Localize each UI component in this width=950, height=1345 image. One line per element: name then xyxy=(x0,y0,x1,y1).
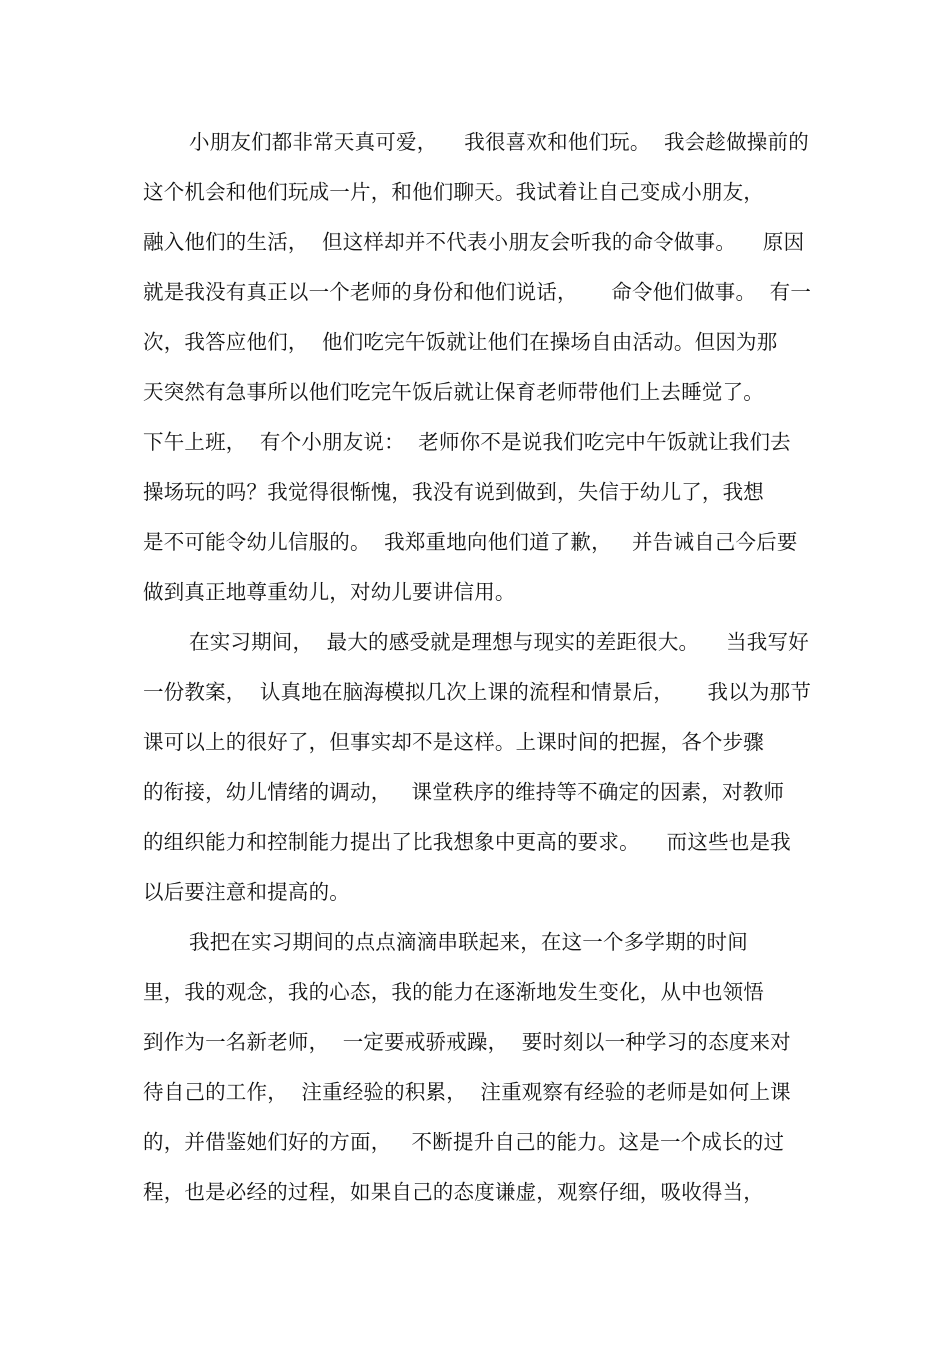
paragraph-2-line-4: 的衔接，幼儿情绪的调动， 课堂秩序的维持等不确定的因素，对教师 xyxy=(143,780,785,804)
paragraph-2-line-5: 的组织能力和控制能力提出了比我想象中更高的要求。 而这些也是我 xyxy=(143,830,791,854)
paragraph-2-line-2: 一份教案， 认真地在脑海模拟几次上课的流程和情景后， 我以为那节 xyxy=(143,680,812,704)
paragraph-1-line-7: 下午上班， 有个小朋友说： 老师你不是说我们吃完中午饭就让我们去 xyxy=(143,430,791,454)
paragraph-1-line-9: 是不可能令幼儿信服的。 我郑重地向他们道了歉， 并告诫自己今后要 xyxy=(143,530,798,554)
paragraph-1-line-4: 就是我没有真正以一个老师的身份和他们说话， 命令他们做事。 有一 xyxy=(143,280,812,304)
paragraph-3-line-4: 待自己的工作， 注重经验的积累， 注重观察有经验的老师是如何上课 xyxy=(143,1080,791,1104)
paragraph-1-line-2: 这个机会和他们玩成一片，和他们聊天。我试着让自己变成小朋友， xyxy=(143,180,764,204)
paragraph-1-line-5: 次，我答应他们， 他们吃完午饭就让他们在操场自由活动。但因为那 xyxy=(143,330,778,354)
paragraph-3-line-2: 里，我的观念，我的心态，我的能力在逐渐地发生变化，从中也领悟 xyxy=(143,980,764,1004)
paragraph-3-line-1: 我把在实习期间的点点滴滴串联起来，在这一个多学期的时间 xyxy=(189,930,748,954)
paragraph-3-line-3: 到作为一名新老师， 一定要戒骄戒躁， 要时刻以一种学习的态度来对 xyxy=(143,1030,791,1054)
paragraph-2-line-6: 以后要注意和提高的。 xyxy=(143,880,350,904)
paragraph-3-line-5: 的，并借鉴她们好的方面， 不断提升自己的能力。这是一个成长的过 xyxy=(143,1130,785,1154)
paragraph-2-line-3: 课可以上的很好了，但事实却不是这样。上课时间的把握，各个步骤 xyxy=(143,730,764,754)
paragraph-1-line-1: 小朋友们都非常天真可爱， 我很喜欢和他们玩。 我会趁做操前的 xyxy=(189,130,809,154)
paragraph-1-line-3: 融入他们的生活， 但这样却并不代表小朋友会听我的命令做事。 原因 xyxy=(143,230,805,254)
paragraph-1-line-10: 做到真正地尊重幼儿，对幼儿要讲信用。 xyxy=(143,580,516,604)
paragraph-1-line-6: 天突然有急事所以他们吃完午饭后就让保育老师带他们上去睡觉了。 xyxy=(143,380,764,404)
paragraph-1-line-8: 操场玩的吗？我觉得很惭愧，我没有说到做到，失信于幼儿了，我想 xyxy=(143,480,764,504)
paragraph-3-line-6: 程，也是必经的过程，如果自己的态度谦虚，观察仔细，吸收得当， xyxy=(143,1180,764,1204)
paragraph-2-line-1: 在实习期间， 最大的感受就是理想与现实的差距很大。 当我写好 xyxy=(189,630,809,654)
